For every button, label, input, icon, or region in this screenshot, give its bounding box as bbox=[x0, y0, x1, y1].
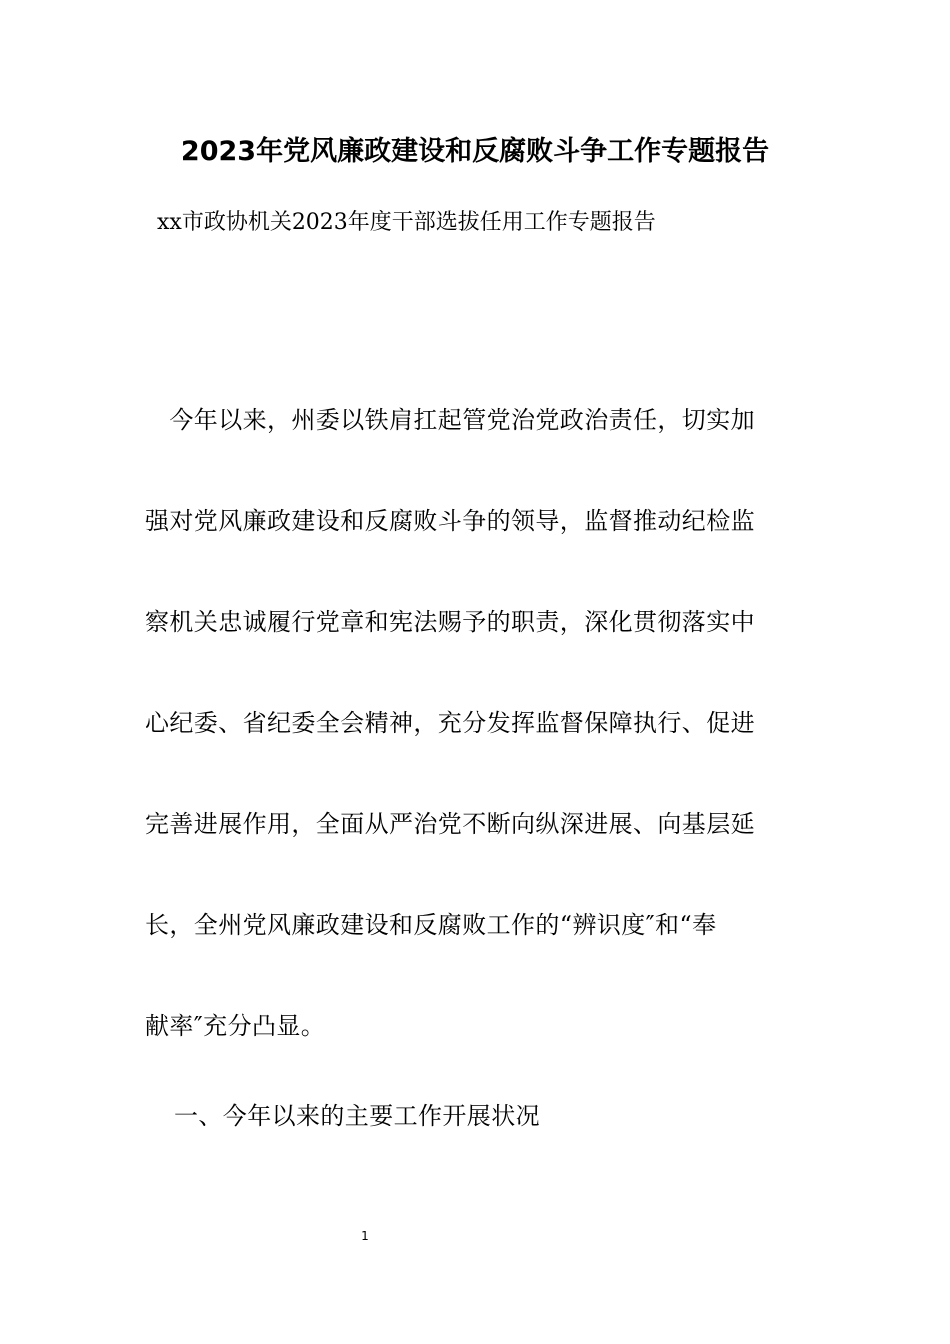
page-number: 1 bbox=[361, 1229, 369, 1243]
paragraph-line: 长，全州党风廉政建设和反腐败工作的“辨识度″和“奉 bbox=[145, 911, 717, 939]
document-subtitle: xx市政协机关2023年度干部选拔任用工作专题报告 bbox=[157, 210, 656, 235]
paragraph-line: 今年以来，州委以铁肩扛起管党治党政治责任，切实加 bbox=[145, 406, 755, 434]
paragraph-line: 献率″充分凸显。 bbox=[145, 1012, 326, 1040]
paragraph-line: 强对党风廉政建设和反腐败斗争的领导，监督推动纪检监 bbox=[145, 507, 755, 535]
document-title: 2023年党风廉政建设和反腐败斗争工作专题报告 bbox=[180, 136, 770, 167]
paragraph-line: 心纪委、省纪委全会精神，充分发挥监督保障执行、促进 bbox=[145, 709, 755, 737]
section-heading: 一、今年以来的主要工作开展状况 bbox=[174, 1102, 540, 1130]
body-paragraph bbox=[145, 400, 810, 1107]
paragraph-line: 察机关忠诚履行党章和宪法赐予的职责，深化贯彻落实中 bbox=[145, 608, 755, 636]
paragraph-line: 完善进展作用，全面从严治党不断向纵深进展、向基层延 bbox=[145, 810, 755, 838]
